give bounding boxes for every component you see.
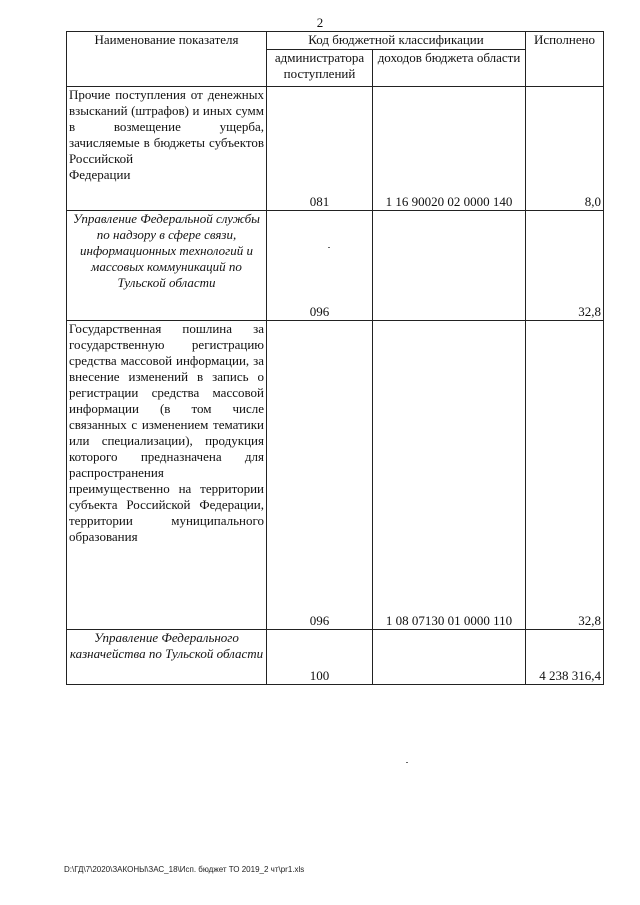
header-code-group: Код бюджетной классификации bbox=[267, 32, 526, 50]
row-admin-code: 096 bbox=[267, 211, 373, 321]
row-name-last: Федерации bbox=[69, 167, 131, 182]
row-income-code bbox=[373, 630, 526, 685]
header-name: Наименование показателя bbox=[67, 32, 267, 87]
row-income-code: 1 16 90020 02 0000 140 bbox=[373, 87, 526, 211]
file-path-footer: D:\ГД\7\2020\ЗАКОНЫ\ЗАС_18\Исп. бюджет ТО 2019_2 чт\pr1.xls bbox=[64, 865, 305, 874]
row-executed: 4 238 316,4 bbox=[526, 630, 604, 685]
row-executed: 32,8 bbox=[526, 321, 604, 630]
header-executed: Исполнено bbox=[526, 32, 604, 87]
budget-table bbox=[66, 31, 604, 685]
table-row bbox=[67, 630, 604, 685]
scan-speck bbox=[328, 247, 330, 248]
row-name-text: Прочие поступления от денежных взысканий (штрафов) и иных сумм в возмещение ущерба, зачисляемые в бюджеты субъектов Российской bbox=[69, 87, 264, 166]
row-name-text: Государственная пошлина за государственную регистрацию средства массовой информации, за внесение изменений в запись о регистрации средства массовой информации (в том числе связанных с изменением тематики или специализации), продукция которого предназначена для распространения преимущественно на территории субъекта Российской Федерации, территории муниципального bbox=[69, 321, 264, 528]
table-row bbox=[67, 321, 604, 630]
page-number: 2 bbox=[316, 15, 324, 30]
header-row-1 bbox=[67, 32, 604, 50]
row-executed: 32,8 bbox=[526, 211, 604, 321]
header-income: доходов бюджета области bbox=[373, 50, 526, 87]
row-income-code bbox=[373, 211, 526, 321]
table-row bbox=[67, 211, 604, 321]
row-admin-code: 100 bbox=[267, 630, 373, 685]
table-row bbox=[67, 87, 604, 211]
row-name-last: образования bbox=[69, 529, 138, 544]
row-name: Управление Федерального казначейства по Тульской области bbox=[67, 630, 267, 685]
row-name bbox=[67, 321, 267, 630]
row-income-code: 1 08 07130 01 0000 110 bbox=[373, 321, 526, 630]
scan-speck bbox=[406, 762, 408, 763]
header-admin: администратора поступлений bbox=[267, 50, 373, 87]
row-admin-code: 081 bbox=[267, 87, 373, 211]
row-admin-code: 096 bbox=[267, 321, 373, 630]
row-executed: 8,0 bbox=[526, 87, 604, 211]
row-name: Управление Федеральной службы по надзору в сфере связи, информационных технологий и массовых коммуникаций по Тульской области bbox=[67, 211, 267, 321]
row-name bbox=[67, 87, 267, 211]
